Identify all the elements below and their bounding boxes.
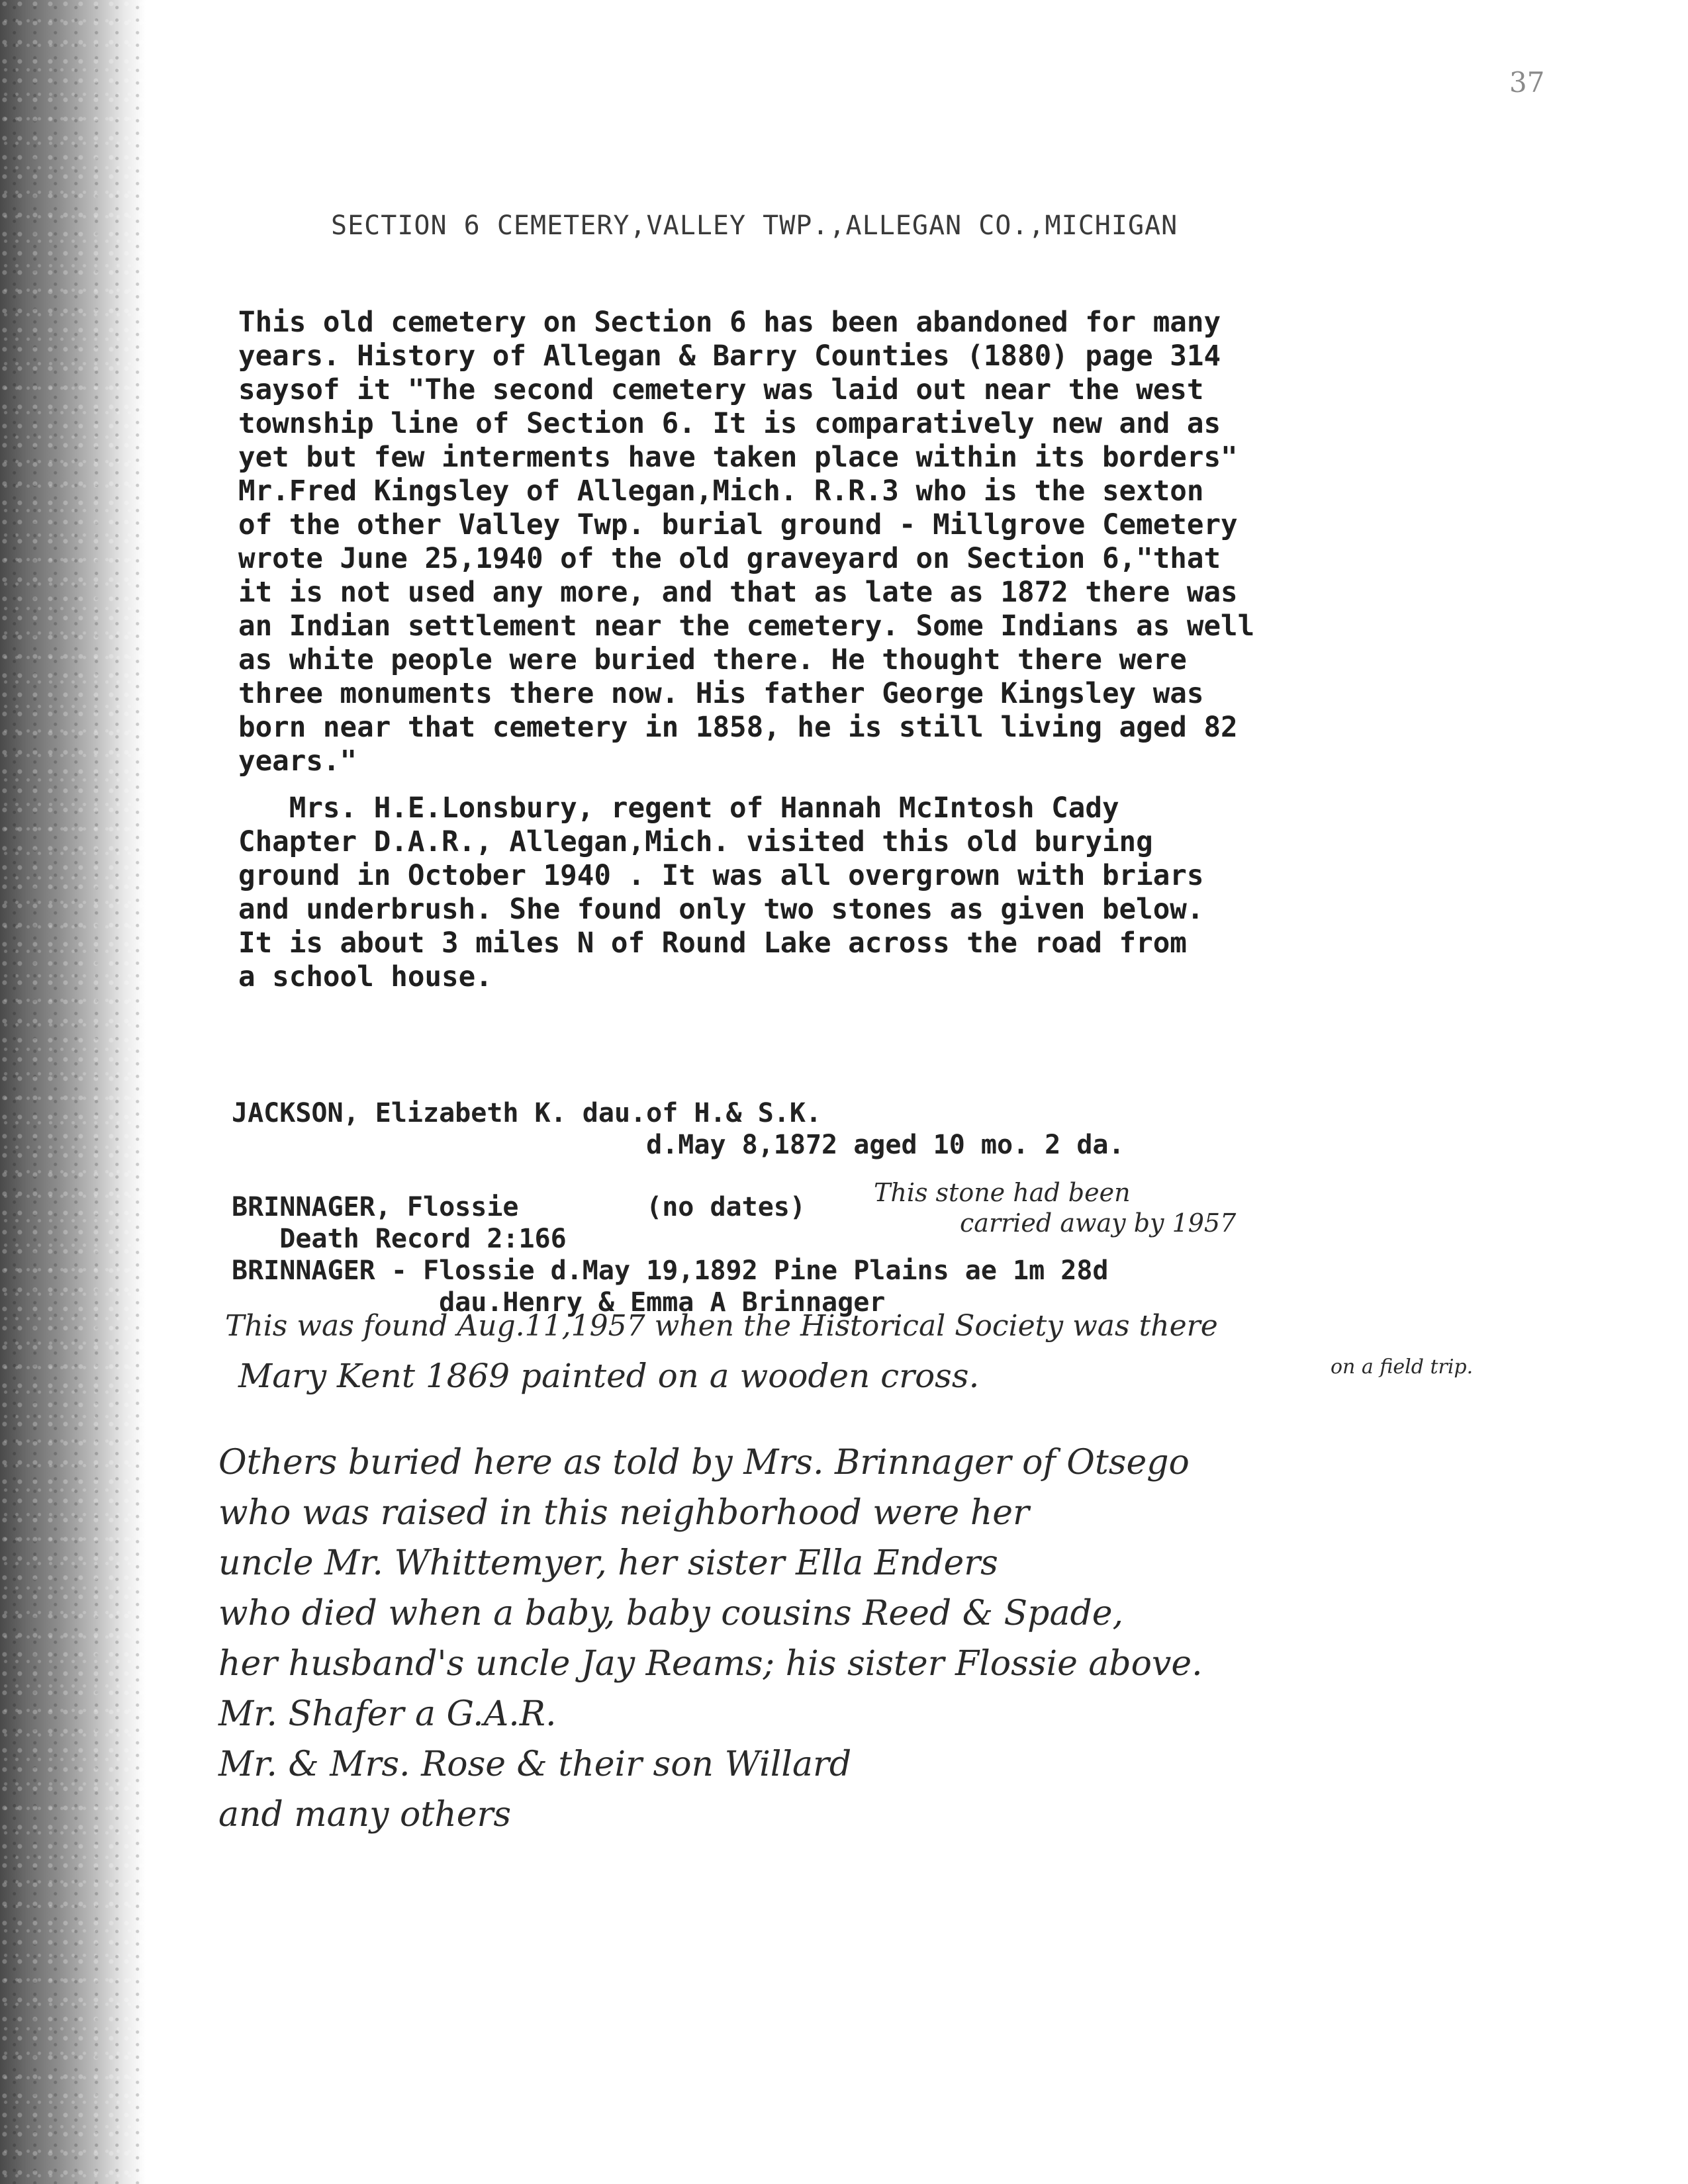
entry-line: d.May 8,1872 aged 10 mo. 2 da. [232,1130,1125,1160]
text-line: township line of Section 6. It is comparatively new and as [238,408,1221,440]
handwritten-others-line: uncle Mr. Whittemyer, her sister Ella Enders [218,1543,998,1583]
entry-line: JACKSON, Elizabeth K. dau.of H.& S.K. [232,1098,822,1128]
handwritten-others-line: and many others [218,1795,512,1835]
text-line: It is about 3 miles N of Round Lake across the road from [238,927,1187,960]
entry-line: BRINNAGER - Flossie d.May 19,1892 Pine Plains ae 1m 28d [232,1255,1109,1286]
text-line: saysof it "The second cemetery was laid out near the west [238,374,1204,406]
text-line: ground in October 1940 . It was all overgrown with briars [238,860,1204,892]
visit-paragraph [238,792,1529,994]
handwritten-stone-note-1: This stone had been [874,1178,1131,1207]
text-line: a school house. [238,961,492,993]
text-line: Mr.Fred Kingsley of Allegan,Mich. R.R.3 who is the sexton [238,475,1204,508]
text-line: Mrs. H.E.Lonsbury, regent of Hannah McIntosh Cady [238,792,1119,825]
entry-line: BRINNAGER, Flossie (no dates) [232,1192,806,1222]
text-line: yet but few interments have taken place within its borders" [238,441,1238,474]
text-line: and underbrush. She found only two stones as given below. [238,893,1204,926]
text-line: of the other Valley Twp. burial ground - Millgrove Cemetery [238,509,1238,541]
text-line: wrote June 25,1940 of the old graveyard on Section 6,"that [238,543,1221,575]
text-line: Chapter D.A.R., Allegan,Mich. visited this old burying [238,826,1153,858]
text-line: it is not used any more, and that as late as 1872 there was [238,576,1238,609]
handwritten-stone-note-2: carried away by 1957 [960,1208,1237,1238]
text-line: This old cemetery on Section 6 has been abandoned for many [238,306,1221,339]
handwritten-others-line: her husband's uncle Jay Reams; his sister Flossie above. [218,1644,1203,1684]
handwritten-found-line: This was found Aug.11,1957 when the Historical Society was there [225,1309,1218,1343]
text-line: years. History of Allegan & Barry Counties (1880) page 314 [238,340,1221,373]
entry-line: dau.Henry & Emma A Brinnager [232,1287,886,1318]
handwritten-others-line: Others buried here as told by Mrs. Brinnager of Otsego [218,1443,1190,1482]
entry-line: Death Record 2:166 [232,1224,567,1254]
burial-entry-brinnager [232,1191,1489,1318]
text-line: three monuments there now. His father George Kingsley was [238,678,1204,710]
handwritten-others-line: Mr. & Mrs. Rose & their son Willard [218,1745,852,1784]
scan-edge-speckle [0,0,146,2184]
text-line: an Indian settlement near the cemetery. Some Indians as well [238,610,1255,643]
handwritten-others-line: Mr. Shafer a G.A.R. [218,1694,557,1734]
handwritten-kent-line: Mary Kent 1869 painted on a wooden cross. [238,1357,980,1395]
handwritten-others-line: who was raised in this neighborhood were her [218,1493,1029,1533]
handwritten-others-line: who died when a baby, baby cousins Reed & Spade, [218,1594,1124,1633]
text-line: years." [238,745,357,778]
page-title: SECTION 6 CEMETERY,VALLEY TWP.,ALLEGAN CO.,MICHIGAN [331,210,1178,241]
handwritten-field-trip: on a field trip. [1331,1355,1474,1379]
text-line: born near that cemetery in 1858, he is still living aged 82 [238,711,1238,744]
burial-entry-jackson [232,1097,1489,1161]
text-line: as white people were buried there. He thought there were [238,644,1187,676]
page-number: 37 [1509,66,1545,99]
intro-paragraph [238,306,1529,778]
